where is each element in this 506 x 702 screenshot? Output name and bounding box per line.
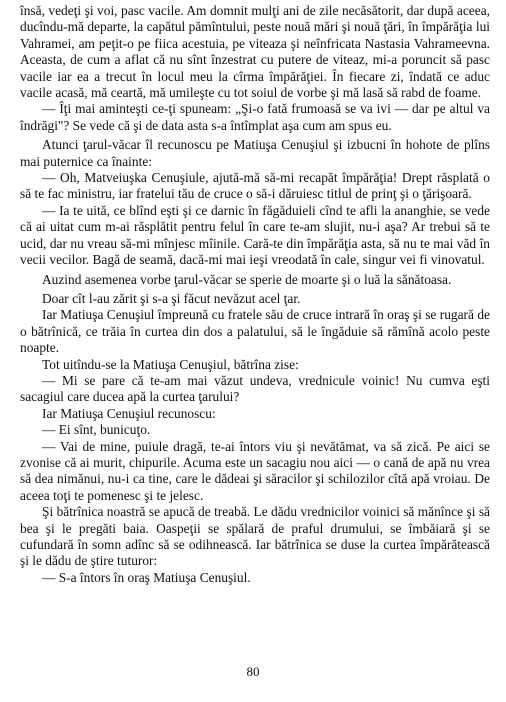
paragraph: — Îţi mai aminteşti ce-ţi spuneam: „Şi-o fată frumoasă se va ivi — dar pe altul va îndrăgi"? Se vede că şi de data asta s-a întîmplat aşa cum am spus eu. (20, 101, 490, 133)
paragraph: Atunci ţarul-văcar îl recunoscu pe Matiuşa Cenuşiul şi izbucni în hohote de plîns mai puternice ca înainte: (20, 137, 490, 169)
paragraph: Iar Matiuşa Cenuşiul recunoscu: (42, 405, 216, 421)
paragraph: însă, vedeţi şi voi, pasc vacile. Am domnit mulţi ani de zile necăsătorit, dar după aceea, ducîndu-mă departe, la capătul pămîntului, peste nouă mări şi nouă ţări, în împărăţia lui Vahramei, am peţit-o pe fiica acestuia, pe viteaza şi neînfricata Nastasia Vahrameevna. Aceasta, de cum a aflat că nu sînt înzestrat cu putere de viteaz, mi-a poruncit să pasc vacile iar ea a trecut în locul meu la cîrma împărăţiei. În fiecare zi, îndată ce aduc vacile acasă, mă ceartă, mă umileşte cu tot soiul de vorbe şi mă lasă să rabd de foame. (20, 3, 490, 101)
paragraph: — Ei sînt, bunicuţo. (42, 422, 151, 438)
paragraph: — Oh, Matveiuşka Cenuşiule, ajută-mă să-mi recapăt împărăţia! Drept răsplată o să te fac ministru, iar fratelui tău de cruce o să-i dăruiesc titlul de prinţ şi o ţărişoară. (20, 170, 490, 202)
paragraph: Tot uitîndu-se la Matiuşa Cenuşiul, bătrîna zise: (42, 356, 299, 372)
paragraph: Iar Matiuşa Cenuşiul împreună cu fratele său de cruce intrară în oraş şi se rugară de o bătrînică, ce trăia în curtea din dos a palatului, să le îngăduie să rămînă acolo peste noapte. (20, 307, 490, 356)
paragraph: Doar cît l-au zărit şi s-a şi făcut nevăzut acel ţar. (42, 290, 301, 306)
page-number: 80 (246, 664, 260, 679)
paragraph: Auzind asemenea vorbe ţarul-văcar se sperie de moarte şi o luă la sănătoasa. (42, 271, 452, 287)
paragraph: Şi bătrînica noastră se apucă de treabă. Le dădu vrednicilor voinici să mănînce şi să bea şi le pregăti baia. Oaspeţii se spălară de praful drumului, se îmbăiară şi se cufundară în somn adînc să se odihnească. Iar bătrînica se duse la curtea împărătească şi le dădu de ştire tuturor: (20, 504, 490, 569)
paragraph: — Vai de mine, puiule dragă, te-ai întors viu şi nevătămat, va să zică. Pe aici se zvonise că ai murit, chipurile. Acuma este un sacagiu nou aici — o cană de apă nu vrea să dea nimănui, nu-i ca tine, care le dădeai şi săracilor şi schilozilor cîtă apă vroiau. De aceea toţi te pomenesc şi te jelesc. (20, 438, 490, 503)
paragraph: — Ia te uită, ce blînd eşti şi ce darnic în făgăduieli cînd te afli la ananghie, se vede că ai uitat cum m-ai răsplătit pentru felul în care te-am slujit, nu-i aşa? Ar trebui să te ucid, dar nu vreau să-mi mînjesc mîinile. Cară-te din împărăţia asta, să nu te mai văd în vecii vecilor. Bagă de seamă, dacă-mi mai ieşi vreodată în cale, singur vei fi vinovatul. (20, 202, 490, 268)
paragraph: — Mi se pare că te-am mai văzut undeva, vrednicule voinic! Nu cumva eşti sacagiul care ducea apă la curtea ţarului? (20, 372, 490, 405)
paragraph: — S-a întors în oraş Matiuşa Cenuşiul. (42, 569, 251, 585)
page-body-text (20, 3, 490, 586)
